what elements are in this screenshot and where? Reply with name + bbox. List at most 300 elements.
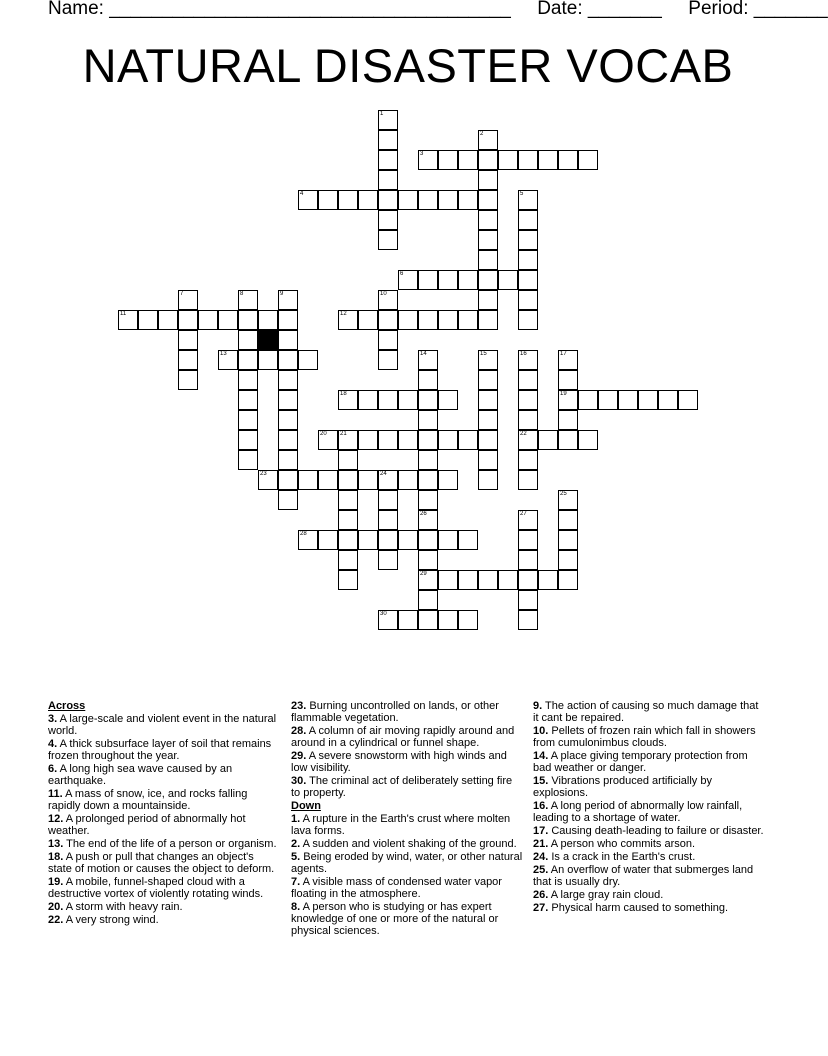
crossword-cell[interactable] <box>338 450 358 470</box>
crossword-cell[interactable] <box>518 290 538 310</box>
clue-number: 28. <box>291 725 307 737</box>
crossword-cell[interactable] <box>438 390 458 410</box>
crossword-cell[interactable] <box>478 570 498 590</box>
crossword-cell[interactable] <box>518 410 538 430</box>
crossword-cell[interactable] <box>378 190 398 210</box>
clue-number: 10. <box>533 725 549 737</box>
clue-down-9 <box>533 700 765 724</box>
crossword-cell[interactable] <box>458 270 478 290</box>
clue-number-1: 1 <box>380 111 384 117</box>
clue-text: Physical harm caused to something. <box>551 902 729 914</box>
crossword-cell[interactable] <box>478 190 498 210</box>
clue-number-30: 30 <box>380 611 387 617</box>
crossword-cell[interactable] <box>438 430 458 450</box>
clue-number-22: 22 <box>520 431 527 437</box>
crossword-cell[interactable] <box>578 430 598 450</box>
crossword-cell[interactable] <box>498 150 518 170</box>
crossword-cell[interactable] <box>338 530 358 550</box>
crossword-cell[interactable] <box>338 550 358 570</box>
crossword-cell[interactable] <box>438 610 458 630</box>
crossword-cell[interactable] <box>378 150 398 170</box>
clue-number-12: 12 <box>340 311 347 317</box>
crossword-cell[interactable] <box>638 390 658 410</box>
crossword-cell[interactable] <box>238 330 258 350</box>
clue-number: 4. <box>48 738 58 750</box>
crossword-cell[interactable] <box>518 550 538 570</box>
clue-text: Pellets of frozen rain which fall in showers from cumulonimbus clouds. <box>533 725 756 749</box>
clue-text: A long high sea wave caused by an earthquake. <box>48 763 233 787</box>
clue-down-14 <box>533 750 765 774</box>
crossword-cell[interactable] <box>378 530 398 550</box>
crossword-cell[interactable] <box>238 290 258 310</box>
crossword-cell[interactable] <box>478 210 498 230</box>
clue-down-2 <box>291 838 523 850</box>
clue-across-29 <box>291 750 523 774</box>
clue-number: 8. <box>291 901 301 913</box>
crossword-cell[interactable] <box>398 390 418 410</box>
crossword-cell[interactable] <box>378 290 398 310</box>
crossword-cell[interactable] <box>618 390 638 410</box>
clue-number-13: 13 <box>220 351 227 357</box>
crossword-cell[interactable] <box>518 270 538 290</box>
period-blank[interactable]: _______ <box>753 0 828 19</box>
clue-down-15 <box>533 775 765 799</box>
clue-across-13 <box>48 838 280 850</box>
crossword-cell[interactable] <box>418 550 438 570</box>
crossword-cell[interactable] <box>178 350 198 370</box>
clue-number: 12. <box>48 813 64 825</box>
date-label: Date: <box>537 0 583 19</box>
clue-text: A large-scale and violent event in the natural world. <box>48 713 277 737</box>
crossword-cell[interactable] <box>318 530 338 550</box>
clue-number-2: 2 <box>480 131 484 137</box>
clue-down-5 <box>291 851 523 875</box>
crossword-cell[interactable] <box>598 390 618 410</box>
crossword-cell[interactable] <box>518 210 538 230</box>
crossword-cell[interactable] <box>418 470 438 490</box>
clue-across-18 <box>48 851 280 875</box>
crossword-cell[interactable] <box>238 370 258 390</box>
clue-number-18: 18 <box>340 391 347 397</box>
crossword-cell[interactable] <box>358 390 378 410</box>
clue-down-21 <box>533 838 765 850</box>
clue-text: A column of air moving rapidly around and around in a cylindrical or funnel shape. <box>291 725 515 749</box>
crossword-cell[interactable] <box>338 490 358 510</box>
crossword-cell[interactable] <box>338 510 358 530</box>
crossword-cell[interactable] <box>338 570 358 590</box>
clue-number: 5. <box>291 851 301 863</box>
clue-text: The action of causing so much damage that it cant be repaired. <box>533 700 759 724</box>
clue-number: 22. <box>48 914 64 926</box>
clue-text: An overflow of water that submerges land that is usually dry. <box>533 864 754 888</box>
crossword-cell[interactable] <box>478 390 498 410</box>
clue-across-20 <box>48 901 280 913</box>
crossword-cell[interactable] <box>678 390 698 410</box>
crossword-cell[interactable] <box>358 190 378 210</box>
crossword-cell[interactable] <box>418 190 438 210</box>
crossword-cell[interactable] <box>278 290 298 310</box>
clue-number: 13. <box>48 838 64 850</box>
crossword-cell[interactable] <box>518 470 538 490</box>
crossword-cell[interactable] <box>558 430 578 450</box>
crossword-cell[interactable] <box>438 470 458 490</box>
crossword-cell[interactable] <box>498 570 518 590</box>
name-label: Name: <box>48 0 104 19</box>
crossword-cell[interactable] <box>518 450 538 470</box>
crossword-cell[interactable] <box>558 510 578 530</box>
clue-across-22 <box>48 914 280 926</box>
crossword-cell[interactable] <box>478 150 498 170</box>
clue-number-4: 4 <box>300 191 304 197</box>
crossword-black-cell <box>258 330 278 350</box>
crossword-cell[interactable] <box>378 170 398 190</box>
crossword-cell[interactable] <box>518 570 538 590</box>
crossword-cell[interactable] <box>458 610 478 630</box>
clue-text: Being eroded by wind, water, or other natural agents. <box>291 851 523 875</box>
crossword-cell[interactable] <box>478 270 498 290</box>
crossword-cell[interactable] <box>518 250 538 270</box>
crossword-cell[interactable] <box>478 370 498 390</box>
crossword-cell[interactable] <box>298 530 318 550</box>
crossword-cell[interactable] <box>558 390 578 410</box>
clue-number: 26. <box>533 889 549 901</box>
crossword-cell[interactable] <box>278 430 298 450</box>
crossword-cell[interactable] <box>418 370 438 390</box>
crossword-cell[interactable] <box>318 470 338 490</box>
crossword-cell[interactable] <box>478 250 498 270</box>
clue-number: 19. <box>48 876 64 888</box>
clue-text: A rupture in the Earth's crust where molten lava forms. <box>291 813 511 837</box>
crossword-cell[interactable] <box>518 190 538 210</box>
crossword-cell[interactable] <box>418 410 438 430</box>
crossword-cell[interactable] <box>558 490 578 510</box>
clue-text: Vibrations produced artificially by explosions. <box>533 775 712 799</box>
clue-text: A place giving temporary protection from bad weather or danger. <box>533 750 748 774</box>
crossword-cell[interactable] <box>298 350 318 370</box>
clue-number: 17. <box>533 825 549 837</box>
crossword-cell[interactable] <box>438 570 458 590</box>
crossword-cell[interactable] <box>358 310 378 330</box>
clue-across-28 <box>291 725 523 749</box>
crossword-cell[interactable] <box>558 150 578 170</box>
crossword-cell[interactable] <box>438 530 458 550</box>
crossword-cell[interactable] <box>418 570 438 590</box>
crossword-cell[interactable] <box>538 150 558 170</box>
crossword-cell[interactable] <box>398 190 418 210</box>
crossword-cell[interactable] <box>478 410 498 430</box>
crossword-cell[interactable] <box>378 610 398 630</box>
clue-text: A person who is studying or has expert knowledge of one or more of the natural or physical sciences. <box>291 901 499 937</box>
clue-text: Burning uncontrolled on lands, or other flammable vegetation. <box>291 700 499 724</box>
date-blank[interactable]: _______ <box>587 0 662 19</box>
crossword-cell[interactable] <box>378 310 398 330</box>
clue-text: The end of the life of a person or organism. <box>66 838 277 850</box>
crossword-cell[interactable] <box>658 390 678 410</box>
crossword-cell[interactable] <box>418 430 438 450</box>
clue-number-9: 9 <box>280 291 284 297</box>
clue-down-16 <box>533 800 765 824</box>
crossword-cell[interactable] <box>318 190 338 210</box>
clue-text: The criminal act of deliberately setting fire to property. <box>291 775 513 799</box>
crossword-cell[interactable] <box>378 230 398 250</box>
clue-down-1 <box>291 813 523 837</box>
crossword-cell[interactable] <box>218 350 238 370</box>
crossword-cell[interactable] <box>298 190 318 210</box>
crossword-cell[interactable] <box>378 550 398 570</box>
page-title: NATURAL DISASTER VOCAB <box>82 39 734 92</box>
clue-list <box>48 700 768 960</box>
crossword-cell[interactable] <box>558 410 578 430</box>
clue-text: A long period of abnormally low rainfall, leading to a shortage of water. <box>533 800 743 824</box>
crossword-cell[interactable] <box>558 570 578 590</box>
crossword-cell[interactable] <box>398 430 418 450</box>
clue-across-6 <box>48 763 280 787</box>
crossword-cell[interactable] <box>238 390 258 410</box>
crossword-cell[interactable] <box>198 310 218 330</box>
crossword-cell[interactable] <box>458 570 478 590</box>
clue-text: A mobile, funnel-shaped cloud with a destructive vortex of violently rotating winds. <box>48 876 264 900</box>
crossword-cell[interactable] <box>238 410 258 430</box>
crossword-cell[interactable] <box>478 130 498 150</box>
crossword-cell[interactable] <box>478 450 498 470</box>
clue-text: A prolonged period of abnormally hot weather. <box>48 813 246 837</box>
crossword-cell[interactable] <box>578 150 598 170</box>
crossword-cell[interactable] <box>478 290 498 310</box>
crossword-cell[interactable] <box>238 450 258 470</box>
crossword-cell[interactable] <box>358 470 378 490</box>
crossword-cell[interactable] <box>558 550 578 570</box>
crossword-cell[interactable] <box>278 310 298 330</box>
crossword-cell[interactable] <box>478 170 498 190</box>
crossword-cell[interactable] <box>518 350 538 370</box>
crossword-cell[interactable] <box>418 490 438 510</box>
crossword-cell[interactable] <box>278 410 298 430</box>
clue-text: A person who commits arson. <box>550 838 696 850</box>
clue-text: A visible mass of condensed water vapor floating in the atmosphere. <box>291 876 502 900</box>
clue-number: 7. <box>291 876 301 888</box>
clue-number: 30. <box>291 775 307 787</box>
clue-number-6: 6 <box>400 271 404 277</box>
clue-number-19: 19 <box>560 391 567 397</box>
clue-text: Is a crack in the Earth's crust. <box>551 851 696 863</box>
clue-number: 21. <box>533 838 549 850</box>
crossword-cell[interactable] <box>258 470 278 490</box>
clue-text: A sudden and violent shaking of the ground. <box>302 838 517 850</box>
clue-across-4 <box>48 738 280 762</box>
crossword-cell[interactable] <box>458 430 478 450</box>
crossword-cell[interactable] <box>398 470 418 490</box>
crossword-cell[interactable] <box>518 530 538 550</box>
clue-text: A storm with heavy rain. <box>65 901 183 913</box>
crossword-cell[interactable] <box>418 270 438 290</box>
crossword-cell[interactable] <box>418 150 438 170</box>
crossword-cell[interactable] <box>258 350 278 370</box>
crossword-cell[interactable] <box>398 270 418 290</box>
crossword-cell[interactable] <box>178 290 198 310</box>
crossword-cell[interactable] <box>278 470 298 490</box>
clue-number: 24. <box>533 851 549 863</box>
crossword-cell[interactable] <box>518 390 538 410</box>
clue-number: 27. <box>533 902 549 914</box>
crossword-cell[interactable] <box>458 310 478 330</box>
crossword-cell[interactable] <box>238 310 258 330</box>
crossword-cell[interactable] <box>498 270 518 290</box>
crossword-cell[interactable] <box>518 310 538 330</box>
crossword-cell[interactable] <box>518 510 538 530</box>
crossword-cell[interactable] <box>278 370 298 390</box>
clue-across-3 <box>48 713 280 737</box>
crossword-cell[interactable] <box>218 310 238 330</box>
crossword-cell[interactable] <box>398 530 418 550</box>
clue-number-28: 28 <box>300 531 307 537</box>
crossword-cell[interactable] <box>518 230 538 250</box>
crossword-cell[interactable] <box>378 330 398 350</box>
crossword-cell[interactable] <box>138 310 158 330</box>
crossword-cell[interactable] <box>398 310 418 330</box>
crossword-cell[interactable] <box>538 570 558 590</box>
clue-number-25: 25 <box>560 491 567 497</box>
crossword-cell[interactable] <box>378 430 398 450</box>
crossword-cell[interactable] <box>558 370 578 390</box>
crossword-cell[interactable] <box>518 610 538 630</box>
clue-text: A large gray rain cloud. <box>550 889 664 901</box>
clue-number: 29. <box>291 750 307 762</box>
crossword-cell[interactable] <box>338 310 358 330</box>
crossword-cell[interactable] <box>478 350 498 370</box>
clue-number: 20. <box>48 901 64 913</box>
crossword-cell[interactable] <box>418 350 438 370</box>
crossword-cell[interactable] <box>458 190 478 210</box>
down-heading: Down <box>291 800 321 812</box>
crossword-cell[interactable] <box>518 150 538 170</box>
crossword-cell[interactable] <box>278 390 298 410</box>
crossword-cell[interactable] <box>418 450 438 470</box>
crossword-cell[interactable] <box>458 150 478 170</box>
crossword-cell[interactable] <box>418 310 438 330</box>
crossword-cell[interactable] <box>338 470 358 490</box>
crossword-cell[interactable] <box>418 590 438 610</box>
clue-text: A very strong wind. <box>65 914 159 926</box>
crossword-cell[interactable] <box>178 310 198 330</box>
crossword-cell[interactable] <box>418 610 438 630</box>
crossword-cell[interactable] <box>378 390 398 410</box>
crossword-cell[interactable] <box>518 430 538 450</box>
clue-down-10 <box>533 725 765 749</box>
crossword-cell[interactable] <box>358 430 378 450</box>
clue-across-12 <box>48 813 280 837</box>
crossword-cell[interactable] <box>418 510 438 530</box>
crossword-cell[interactable] <box>478 430 498 450</box>
crossword-cell[interactable] <box>518 370 538 390</box>
crossword-cell[interactable] <box>558 530 578 550</box>
crossword-cell[interactable] <box>378 130 398 150</box>
crossword-cell[interactable] <box>538 430 558 450</box>
crossword-cell[interactable] <box>238 430 258 450</box>
crossword-cell[interactable] <box>178 330 198 350</box>
name-blank[interactable]: ______________________________________ <box>109 0 511 19</box>
clue-down-26 <box>533 889 765 901</box>
clue-text: Causing death-leading to failure or disaster. <box>551 825 764 837</box>
crossword-cell[interactable] <box>278 330 298 350</box>
clue-number-24: 24 <box>380 471 387 477</box>
clue-text: A severe snowstorm with high winds and low visibility. <box>291 750 507 774</box>
clue-column-2 <box>291 700 523 938</box>
crossword-cell[interactable] <box>318 430 338 450</box>
clue-number-20: 20 <box>320 431 327 437</box>
crossword-cell[interactable] <box>118 310 138 330</box>
crossword-cell[interactable] <box>438 150 458 170</box>
clue-number: 3. <box>48 713 58 725</box>
crossword-cell[interactable] <box>378 510 398 530</box>
crossword-cell[interactable] <box>398 610 418 630</box>
crossword-cell[interactable] <box>278 490 298 510</box>
clue-number: 18. <box>48 851 64 863</box>
clue-column-1 <box>48 700 280 927</box>
crossword-cell[interactable] <box>338 430 358 450</box>
clue-number-7: 7 <box>180 291 184 297</box>
crossword-cell[interactable] <box>418 390 438 410</box>
clue-number: 2. <box>291 838 301 850</box>
clue-number-15: 15 <box>480 351 487 357</box>
clue-down-27 <box>533 902 765 914</box>
crossword-cell[interactable] <box>338 390 358 410</box>
crossword-cell[interactable] <box>458 530 478 550</box>
clue-number-17: 17 <box>560 351 567 357</box>
clue-number: 23. <box>291 700 307 712</box>
clue-across-30 <box>291 775 523 799</box>
clue-across-19 <box>48 876 280 900</box>
crossword-cell[interactable] <box>438 190 458 210</box>
clue-number: 9. <box>533 700 543 712</box>
period-label: Period: <box>688 0 749 19</box>
clue-number-10: 10 <box>380 291 387 297</box>
crossword-cell[interactable] <box>378 490 398 510</box>
crossword-cell[interactable] <box>578 390 598 410</box>
crossword-cell[interactable] <box>378 350 398 370</box>
crossword-cell[interactable] <box>258 310 278 330</box>
crossword-cell[interactable] <box>438 310 458 330</box>
crossword-cell[interactable] <box>378 210 398 230</box>
clue-number: 16. <box>533 800 549 812</box>
clue-down-24 <box>533 851 765 863</box>
crossword-cell[interactable] <box>378 470 398 490</box>
crossword-cell[interactable] <box>178 370 198 390</box>
crossword-cell[interactable] <box>478 470 498 490</box>
clue-down-25 <box>533 864 765 888</box>
clue-down-17 <box>533 825 765 837</box>
crossword-cell[interactable] <box>418 530 438 550</box>
crossword-cell[interactable] <box>278 450 298 470</box>
clue-column-3 <box>533 700 765 915</box>
crossword-cell[interactable] <box>478 230 498 250</box>
clue-down-8 <box>291 901 523 937</box>
crossword-cell[interactable] <box>358 530 378 550</box>
crossword-cell[interactable] <box>238 350 258 370</box>
crossword-cell[interactable] <box>298 470 318 490</box>
clue-text: A mass of snow, ice, and rocks falling rapidly down a mountainside. <box>48 788 248 812</box>
crossword-cell[interactable] <box>518 590 538 610</box>
clue-text: A thick subsurface layer of soil that remains frozen throughout the year. <box>48 738 272 762</box>
crossword-cell[interactable] <box>378 110 398 130</box>
crossword-cell[interactable] <box>558 350 578 370</box>
crossword-cell[interactable] <box>278 350 298 370</box>
clue-number-8: 8 <box>240 291 244 297</box>
crossword-cell[interactable] <box>478 310 498 330</box>
clue-number-29: 29 <box>420 571 427 577</box>
crossword-cell[interactable] <box>338 190 358 210</box>
crossword-cell[interactable] <box>438 270 458 290</box>
crossword-cell[interactable] <box>158 310 178 330</box>
